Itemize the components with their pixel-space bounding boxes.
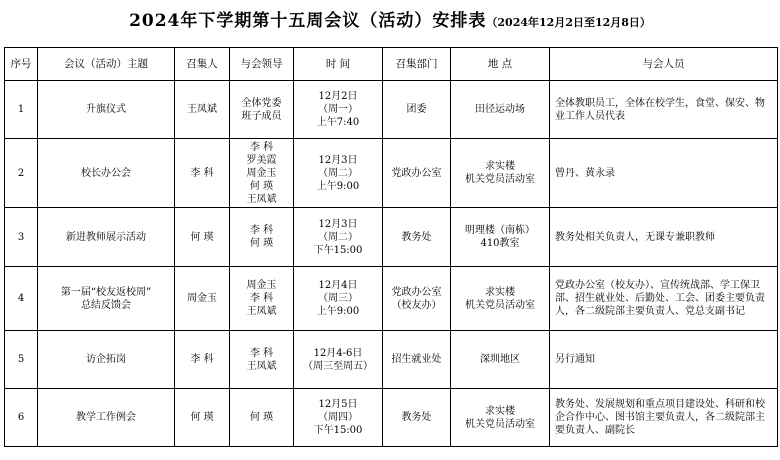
header-dept: 召集部门 <box>383 48 451 81</box>
cell-dept: 团委 <box>383 81 451 139</box>
cell-time: 12月3日 （周二） 上午9:00 <box>294 139 383 208</box>
header-time: 时 间 <box>294 48 383 81</box>
cell-topic: 校长办公会 <box>38 139 175 208</box>
header-no: 序号 <box>5 48 38 81</box>
cell-place: 求实楼 机关党员活动室 <box>451 139 550 208</box>
cell-time: 12月4日 （周三） 上午9:00 <box>294 267 383 331</box>
cell-leaders: 全体党委 班子成员 <box>230 81 294 139</box>
table-row <box>5 208 778 267</box>
cell-place: 求实楼 机关党员活动室 <box>451 267 550 331</box>
table-row <box>5 139 778 208</box>
title-date-range: （2024年12月2日至12月8日） <box>486 16 651 29</box>
cell-convener: 李 科 <box>175 331 230 389</box>
cell-topic: 升旗仪式 <box>38 81 175 139</box>
cell-attendees: 另行通知 <box>550 331 778 389</box>
header-leaders: 与会领导 <box>230 48 294 81</box>
cell-time: 12月3日 （周二） 下午15:00 <box>294 208 383 267</box>
cell-topic: 访企拓岗 <box>38 331 175 389</box>
cell-dept: 教务处 <box>383 389 451 447</box>
cell-no: 1 <box>5 81 38 139</box>
cell-attendees: 党政办公室（校友办）、宣传统战部、学工保卫部、招生就业处、后勤处、工会、团委主要负责人，各二级院部主要负责人、党总支副书记 <box>550 267 778 331</box>
cell-topic: 第一届“校友返校周” 总结反馈会 <box>38 267 175 331</box>
cell-place: 求实楼 机关党员活动室 <box>451 389 550 447</box>
cell-dept: 教务处 <box>383 208 451 267</box>
title-main: 2024年下学期第十五周会议（活动）安排表 <box>129 11 487 31</box>
cell-attendees: 全体教职员工，全体在校学生，食堂、保安、物业工作人员代表 <box>550 81 778 139</box>
cell-place: 田径运动场 <box>451 81 550 139</box>
table-row <box>5 267 778 331</box>
table-row <box>5 389 778 447</box>
cell-leaders: 周金玉 李 科 王凤斌 <box>230 267 294 331</box>
cell-leaders: 何 瑛 <box>230 389 294 447</box>
cell-convener: 周金玉 <box>175 267 230 331</box>
cell-convener: 王凤斌 <box>175 81 230 139</box>
cell-convener: 何 瑛 <box>175 208 230 267</box>
header-attendees: 与会人员 <box>550 48 778 81</box>
cell-convener: 何 瑛 <box>175 389 230 447</box>
cell-no: 4 <box>5 267 38 331</box>
cell-dept: 招生就业处 <box>383 331 451 389</box>
cell-leaders: 李 科 何 瑛 <box>230 208 294 267</box>
cell-place: 深圳地区 <box>451 331 550 389</box>
schedule-table <box>4 47 778 447</box>
cell-topic: 教学工作例会 <box>38 389 175 447</box>
page-title <box>0 6 780 31</box>
cell-convener: 李 科 <box>175 139 230 208</box>
cell-leaders: 李 科 罗美霞 周金玉 何 瑛 王凤斌 <box>230 139 294 208</box>
cell-time: 12月2日 （周一） 上午7:40 <box>294 81 383 139</box>
table-row <box>5 81 778 139</box>
header-place: 地 点 <box>451 48 550 81</box>
cell-no: 3 <box>5 208 38 267</box>
header-topic: 会议（活动）主题 <box>38 48 175 81</box>
cell-leaders: 李 科 王凤斌 <box>230 331 294 389</box>
cell-attendees: 教务处、发展规划和重点项目建设处、科研和校企合作中心、图书馆主要负责人，各二级院部主要负责人、副院长 <box>550 389 778 447</box>
cell-topic: 新进教师展示活动 <box>38 208 175 267</box>
cell-place: 明理楼（南栋） 410教室 <box>451 208 550 267</box>
cell-dept: 党政办公室 <box>383 139 451 208</box>
cell-no: 5 <box>5 331 38 389</box>
cell-attendees: 教务处相关负责人，无课专兼职教师 <box>550 208 778 267</box>
cell-time: 12月4-6日 （周三至周五） <box>294 331 383 389</box>
cell-dept: 党政办公室 （校友办） <box>383 267 451 331</box>
cell-no: 2 <box>5 139 38 208</box>
header-row <box>5 48 778 81</box>
table-row <box>5 331 778 389</box>
cell-no: 6 <box>5 389 38 447</box>
cell-attendees: 曾丹、黄永录 <box>550 139 778 208</box>
header-convener: 召集人 <box>175 48 230 81</box>
cell-time: 12月5日 （周四） 下午15:00 <box>294 389 383 447</box>
